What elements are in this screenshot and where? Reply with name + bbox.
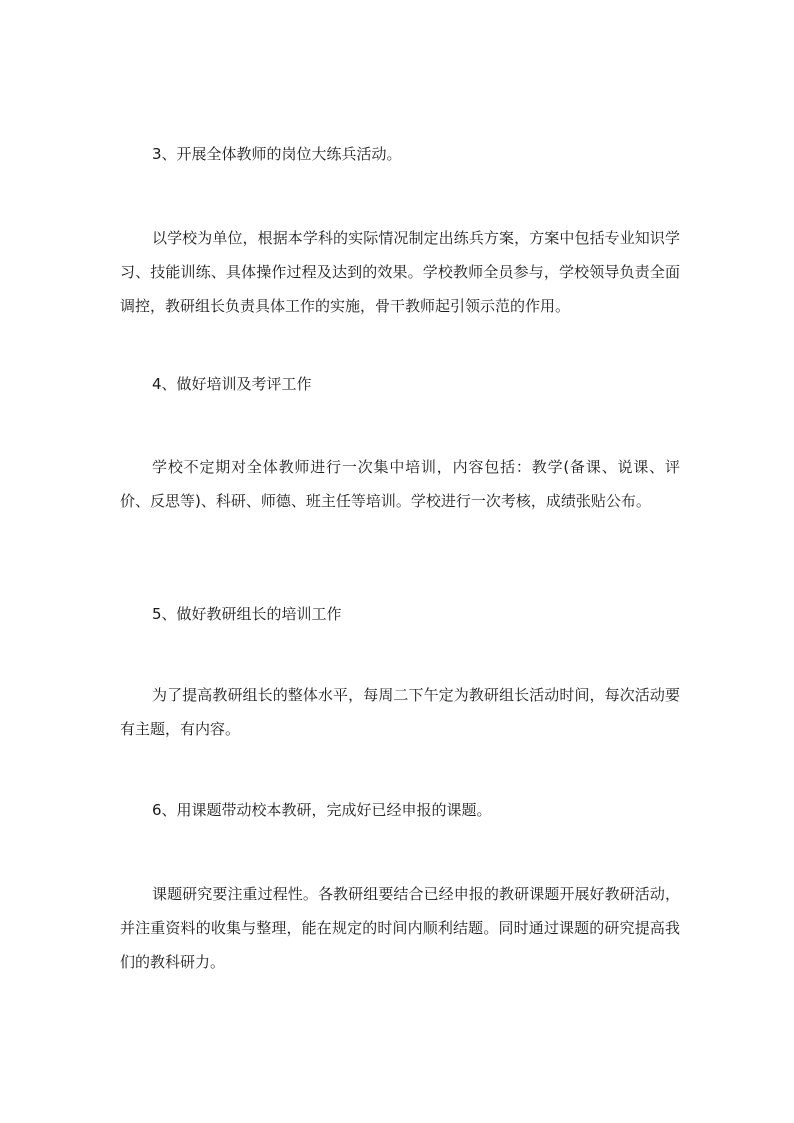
section-4-body: 学校不定期对全体教师进行一次集中培训，内容包括：教学(备课、说课、评价、反思等)、科研、师德、班主任等培训。学校进行一次考核，成绩张贴公布。 [120,458,680,510]
section-5-body: 为了提高教研组长的整体水平，每周二下午定为教研组长活动时间，每次活动要有主题，有内容。 [120,686,680,738]
section-6-body: 课题研究要注重过程性。各教研组要结合已经申报的教研课题开展好教研活动，并注重资料的收集与整理，能在规定的时间内顺利结题。同时通过课题的研究提高我们的教科研力。 [120,885,680,971]
section-6-heading: 6、用课题带动校本教研，完成好已经申报的课题。 [152,801,492,819]
section-5-heading: 5、做好教研组长的培训工作 [152,605,342,623]
section-3-heading: 3、开展全体教师的岗位大练兵活动。 [152,145,402,163]
section-3-body: 以学校为单位，根据本学科的实际情况制定出练兵方案，方案中包括专业知识学习、技能训练、具体操作过程及达到的效果。学校教师全员参与，学校领导负责全面调控，教研组长负责具体工作的实施，骨干教师起引领示范的作用。 [120,229,680,315]
section-4-heading: 4、做好培训及考评工作 [152,375,312,393]
